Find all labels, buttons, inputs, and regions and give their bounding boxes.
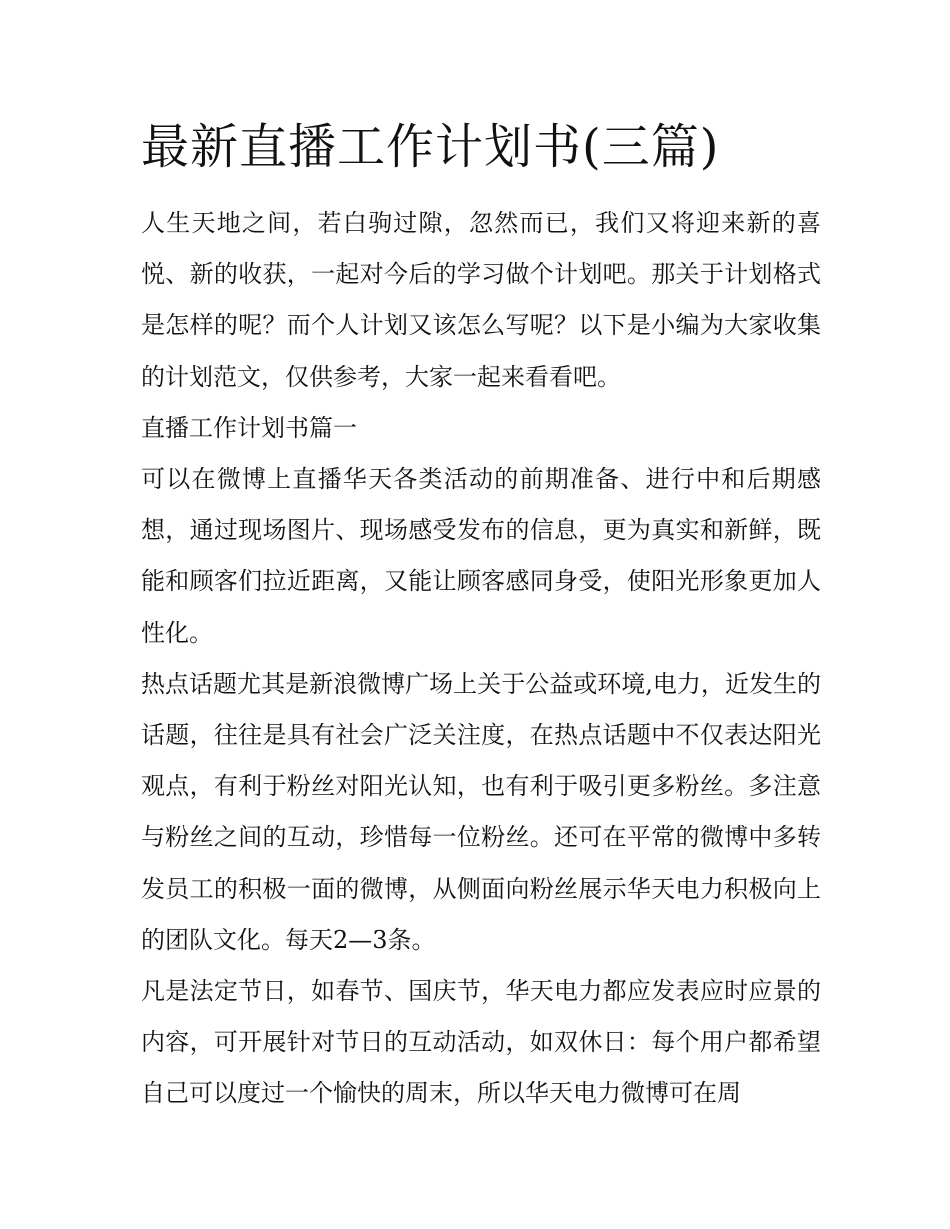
intro-paragraph: 人生天地之间，若白驹过隙，忽然而已，我们又将迎来新的喜悦、新的收获，一起对今后的学习做个计划吧。那关于计划格式是怎样的呢？而个人计划又该怎么写呢？以下是小编为大家收集的计划范文，仅供参考，大家一起来看看吧。	[141, 209, 821, 391]
body-paragraph: 可以在微博上直播华天各类活动的前期准备、进行中和后期感想，通过现场图片、现场感受发布的信息，更为真实和新鲜，既能和顾客们拉近距离，又能让顾客感同身受，使阳光形象更加人性化。	[141, 465, 821, 647]
body-paragraph: 凡是法定节日，如春节、国庆节，华天电力都应发表应时应景的内容，可开展针对节日的互动活动，如双休日：每个用户都希望自己可以度过一个愉快的周末，所以华天电力微博可在周	[141, 977, 821, 1108]
document-body	[141, 112, 821, 1120]
body-paragraph: 热点话题尤其是新浪微博广场上关于公益或环境,电力，近发生的话题，往往是具有社会广泛关注度，在热点话题中不仅表达阳光观点，有利于粉丝对阳光认知，也有利于吸引更多粉丝。多注意与粉丝之间的互动，珍惜每一位粉丝。还可在平常的微博中多转发员工的积极一面的微博，从侧面向粉丝展示华天电力积极向上的团队文化。每天2—3条。	[141, 669, 821, 954]
section-heading: 直播工作计划书篇一	[141, 413, 357, 442]
document-title: 最新直播工作计划书(三篇)	[141, 119, 720, 175]
